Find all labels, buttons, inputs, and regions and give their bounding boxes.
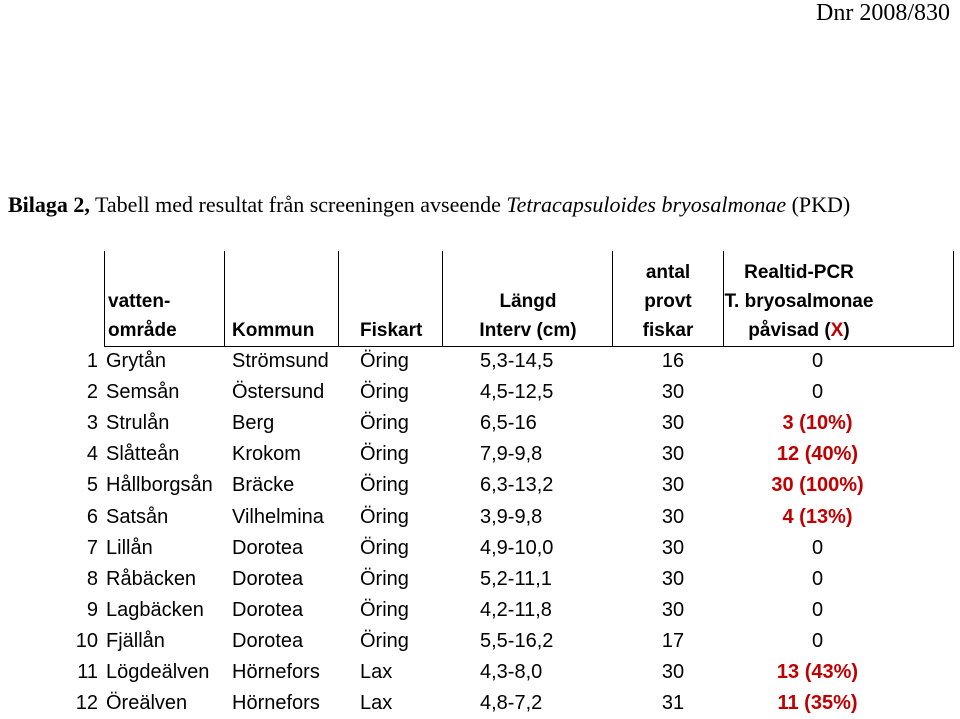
row-number: 10 — [75, 629, 98, 652]
table-row — [0, 688, 960, 719]
cell-fiskart: Öring — [360, 350, 409, 372]
cell-count: 30 — [661, 381, 685, 404]
header-divider — [442, 251, 443, 346]
cell-area: Råbäcken — [106, 567, 197, 590]
cell-count: 30 — [661, 474, 685, 497]
header-divider — [953, 251, 954, 346]
cell-length: 7,9-9,8 — [480, 443, 543, 466]
cell-count: 30 — [661, 412, 685, 435]
table-row — [0, 595, 960, 626]
cell-kommun: Dorotea — [232, 629, 304, 652]
cell-length: 4,5-12,5 — [480, 381, 554, 404]
row-number: 6 — [86, 505, 98, 528]
row-number: 5 — [86, 474, 98, 497]
cell-fiskart: Lax — [360, 661, 393, 683]
cell-count: 30 — [661, 567, 685, 590]
cell-fiskart: Öring — [360, 567, 409, 590]
header-count: antal provt fiskar — [642, 262, 694, 341]
cell-area: Hållborgsån — [106, 474, 213, 497]
cell-kommun: Östersund — [232, 381, 325, 404]
cell-result: 0 — [811, 629, 824, 652]
caption-suffix: (PKD) — [786, 192, 851, 217]
caption-species: Tetracapsuloides bryosalmonae — [506, 192, 787, 217]
row-number: 11 — [77, 661, 98, 683]
cell-fiskart: Öring — [360, 443, 409, 466]
cell-count: 30 — [661, 443, 685, 466]
header-fiskart: Fiskart — [360, 320, 423, 341]
cell-fiskart: Öring — [360, 412, 409, 435]
header-divider — [338, 251, 339, 346]
cell-area: Lillån — [106, 536, 153, 559]
table-row — [0, 377, 960, 408]
cell-area: Lögdeälven — [106, 661, 210, 683]
cell-result: 11 (35%) — [777, 692, 858, 715]
cell-result: 12 (40%) — [776, 443, 859, 466]
cell-fiskart: Öring — [360, 381, 409, 404]
cell-length: 4,3-8,0 — [480, 661, 543, 683]
cell-count: 31 — [661, 692, 685, 715]
table-row — [0, 408, 960, 439]
row-number: 7 — [86, 536, 98, 559]
cell-result: 30 (100%) — [771, 474, 864, 497]
cell-count: 17 — [661, 629, 685, 652]
cell-length: 4,9-10,0 — [480, 536, 554, 559]
cell-area: Öreälven — [106, 692, 188, 715]
cell-length: 4,2-11,8 — [480, 598, 552, 621]
cell-fiskart: Öring — [360, 598, 409, 621]
table-row — [0, 470, 960, 501]
cell-result: 3 (10%) — [782, 412, 853, 435]
cell-count: 30 — [661, 505, 685, 528]
cell-length: 3,9-9,8 — [480, 505, 543, 528]
cell-result: 0 — [811, 381, 824, 404]
cell-area: Strulån — [106, 412, 170, 435]
cell-kommun: Berg — [232, 412, 275, 435]
cell-kommun: Dorotea — [232, 598, 304, 621]
header-length: Längd Interv (cm) — [479, 291, 577, 341]
cell-area: Grytån — [106, 350, 167, 372]
header-divider — [612, 251, 613, 346]
cell-area: Slåtteån — [106, 443, 180, 466]
header-area: vatten- område — [108, 291, 177, 341]
row-number: 12 — [75, 692, 98, 715]
cell-fiskart: Öring — [360, 505, 409, 528]
caption-appendix: Bilaga 2, — [8, 192, 90, 217]
table-row — [0, 564, 960, 595]
cell-kommun: Krokom — [232, 443, 301, 466]
cell-kommun: Hörnefors — [232, 692, 320, 715]
caption-text: Tabell med resultat från screeningen avseende — [89, 192, 507, 217]
cell-result: 0 — [811, 536, 824, 559]
header-kommun: Kommun — [232, 320, 315, 341]
table-row — [0, 346, 960, 377]
cell-result: 0 — [811, 350, 824, 372]
cell-count: 30 — [661, 661, 685, 683]
cell-result: 0 — [811, 598, 824, 621]
cell-kommun: Dorotea — [232, 536, 304, 559]
table-row — [0, 533, 960, 564]
table-row — [0, 502, 960, 533]
row-number: 9 — [86, 598, 98, 621]
table-row — [0, 657, 960, 688]
row-number: 8 — [86, 567, 98, 590]
header-pcr: Realtid-PCR T. bryosalmonae påvisad (X) — [724, 262, 874, 341]
cell-fiskart: Öring — [360, 474, 409, 497]
cell-area: Semsån — [106, 381, 180, 404]
header-divider — [224, 251, 225, 346]
cell-area: Fjällån — [106, 629, 165, 652]
cell-count: 16 — [661, 350, 685, 372]
cell-count: 30 — [661, 598, 685, 621]
cell-result: 13 (43%) — [776, 661, 859, 683]
header-divider — [104, 251, 105, 346]
row-number: 3 — [86, 412, 98, 435]
cell-fiskart: Öring — [360, 536, 409, 559]
document-number: Dnr 2008/830 — [816, 0, 950, 26]
row-number: 2 — [86, 381, 98, 404]
row-number: 4 — [86, 443, 98, 466]
cell-length: 5,3-14,5 — [480, 350, 554, 372]
cell-count: 30 — [661, 536, 685, 559]
cell-length: 4,8-7,2 — [480, 692, 543, 715]
cell-length: 6,3-13,2 — [480, 474, 554, 497]
cell-kommun: Strömsund — [232, 350, 329, 372]
cell-length: 5,5-16,2 — [480, 629, 554, 652]
cell-result: 4 (13%) — [782, 505, 853, 528]
cell-kommun: Hörnefors — [232, 661, 320, 683]
cell-area: Satsån — [106, 505, 169, 528]
cell-fiskart: Öring — [360, 629, 409, 652]
cell-kommun: Bräcke — [232, 474, 295, 497]
cell-area: Lagbäcken — [106, 598, 204, 621]
cell-kommun: Vilhelmina — [232, 505, 324, 528]
table-row — [0, 626, 960, 657]
cell-fiskart: Lax — [360, 692, 393, 715]
cell-length: 5,2-11,1 — [480, 567, 552, 590]
cell-result: 0 — [811, 567, 824, 590]
row-number: 1 — [86, 350, 98, 372]
table-caption — [8, 192, 850, 218]
cell-length: 6,5-16 — [480, 412, 537, 435]
cell-kommun: Dorotea — [232, 567, 304, 590]
table-row — [0, 439, 960, 470]
